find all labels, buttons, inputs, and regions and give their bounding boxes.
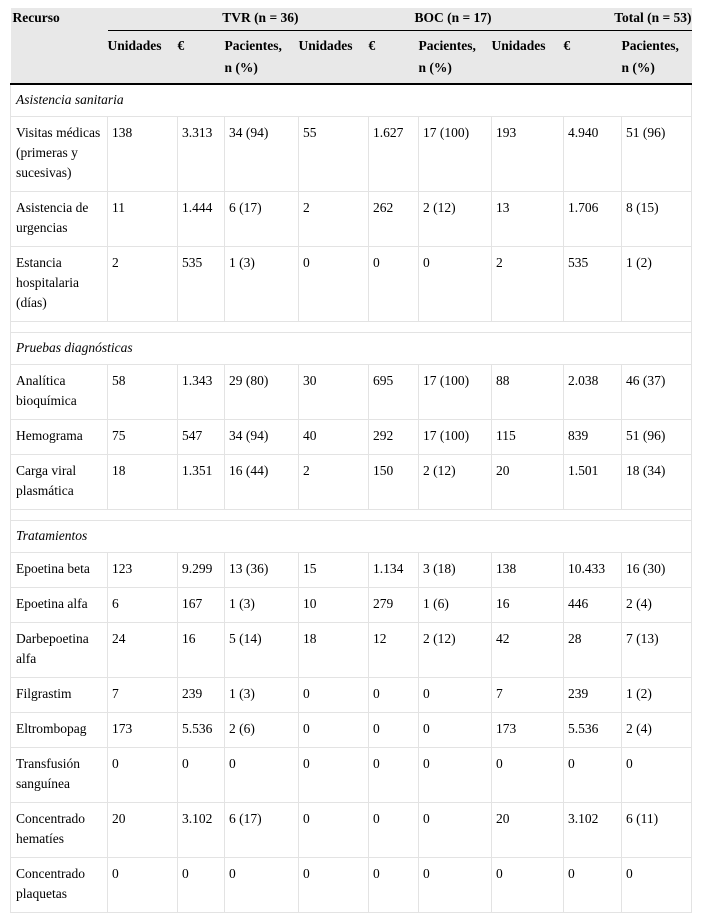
value-cell: 16 (30) [622,553,692,588]
value-cell: 2 [108,247,178,322]
value-cell: 0 [225,748,299,803]
table-row [11,553,692,588]
header-column-row [11,31,692,85]
value-cell: 17 (100) [419,365,492,420]
value-cell: 123 [108,553,178,588]
table-row [11,588,692,623]
header-patients-unit: n (%) [621,60,655,75]
spacer-cell [11,510,692,521]
value-cell: 0 [622,858,692,913]
value-cell: 0 [564,748,622,803]
value-cell: 13 [492,192,564,247]
value-cell: 167 [178,588,225,623]
value-cell: 24 [108,623,178,678]
header-euro-boc: € [369,31,419,85]
value-cell: 2 (6) [225,713,299,748]
value-cell: 1 (3) [225,588,299,623]
value-cell: 2 [299,455,369,510]
value-cell: 51 (96) [622,117,692,192]
value-cell: 138 [492,553,564,588]
table-header [11,8,692,84]
table-row [11,192,692,247]
value-cell: 1.444 [178,192,225,247]
table-row [11,247,692,322]
header-patients-tvr [225,31,299,85]
resource-name: Concentrado plaquetas [11,858,108,913]
table-row [11,713,692,748]
value-cell: 0 [299,858,369,913]
resource-name: Eltrombopag [11,713,108,748]
section-header-row [11,84,692,117]
resource-cost-table-container [10,8,691,913]
value-cell: 1 (2) [622,247,692,322]
header-group-total: Total (n = 53) [492,8,692,31]
value-cell: 5.536 [178,713,225,748]
value-cell: 4.940 [564,117,622,192]
header-patients-label: Pacientes, [418,38,476,53]
header-units-boc: Unidades [299,31,369,85]
value-cell: 20 [492,803,564,858]
value-cell: 0 [419,678,492,713]
value-cell: 0 [108,858,178,913]
value-cell: 138 [108,117,178,192]
value-cell: 17 (100) [419,117,492,192]
value-cell: 15 [299,553,369,588]
value-cell: 42 [492,623,564,678]
value-cell: 1 (2) [622,678,692,713]
value-cell: 75 [108,420,178,455]
value-cell: 0 [299,748,369,803]
resource-name: Epoetina beta [11,553,108,588]
value-cell: 173 [108,713,178,748]
resource-name: Transfusión sanguínea [11,748,108,803]
value-cell: 1 (3) [225,247,299,322]
value-cell: 1 (6) [419,588,492,623]
value-cell: 6 (17) [225,192,299,247]
value-cell: 2 (4) [622,713,692,748]
value-cell: 1.501 [564,455,622,510]
value-cell: 0 [108,748,178,803]
value-cell: 0 [299,247,369,322]
value-cell: 535 [564,247,622,322]
value-cell: 2 [299,192,369,247]
value-cell: 16 [178,623,225,678]
resource-name: Carga viral plasmática [11,455,108,510]
value-cell: 10.433 [564,553,622,588]
value-cell: 0 [492,858,564,913]
resource-name: Estancia hospitalaria (días) [11,247,108,322]
value-cell: 1.706 [564,192,622,247]
value-cell: 40 [299,420,369,455]
value-cell: 12 [369,623,419,678]
value-cell: 7 [492,678,564,713]
section-header-row [11,333,692,365]
value-cell: 3.102 [178,803,225,858]
resource-name: Concentrado hematíes [11,803,108,858]
value-cell: 46 (37) [622,365,692,420]
value-cell: 20 [108,803,178,858]
value-cell: 6 [108,588,178,623]
value-cell: 0 [369,713,419,748]
value-cell: 7 (13) [622,623,692,678]
value-cell: 3.102 [564,803,622,858]
value-cell: 16 (44) [225,455,299,510]
value-cell: 8 (15) [622,192,692,247]
value-cell: 279 [369,588,419,623]
value-cell: 9.299 [178,553,225,588]
table-row [11,365,692,420]
value-cell: 173 [492,713,564,748]
section-title: Pruebas diagnósticas [11,333,692,365]
table-row [11,623,692,678]
resource-name: Hemograma [11,420,108,455]
table-row [11,420,692,455]
header-patients-unit: n (%) [418,60,452,75]
resource-cost-table [10,8,692,913]
value-cell: 18 [299,623,369,678]
resource-name: Darbepoetina alfa [11,623,108,678]
value-cell: 1.627 [369,117,419,192]
value-cell: 17 (100) [419,420,492,455]
value-cell: 0 [622,748,692,803]
header-patients-label: Pacientes, [621,38,679,53]
value-cell: 0 [419,803,492,858]
value-cell: 239 [178,678,225,713]
value-cell: 6 (17) [225,803,299,858]
value-cell: 20 [492,455,564,510]
value-cell: 262 [369,192,419,247]
value-cell: 0 [419,713,492,748]
value-cell: 0 [369,247,419,322]
header-recurso: Recurso [11,8,108,31]
value-cell: 0 [299,713,369,748]
table-row [11,117,692,192]
header-units-tvr: Unidades [108,31,178,85]
value-cell: 0 [564,858,622,913]
value-cell: 0 [369,748,419,803]
value-cell: 10 [299,588,369,623]
value-cell: 16 [492,588,564,623]
value-cell: 2 (12) [419,623,492,678]
value-cell: 0 [419,247,492,322]
value-cell: 18 [108,455,178,510]
value-cell: 1 (3) [225,678,299,713]
value-cell: 13 (36) [225,553,299,588]
value-cell: 18 (34) [622,455,692,510]
value-cell: 193 [492,117,564,192]
table-row [11,748,692,803]
table-body [11,84,692,913]
value-cell: 2.038 [564,365,622,420]
value-cell: 446 [564,588,622,623]
resource-name: Epoetina alfa [11,588,108,623]
spacer-cell [11,322,692,333]
value-cell: 6 (11) [622,803,692,858]
value-cell: 7 [108,678,178,713]
header-group-tvr: TVR (n = 36) [108,8,299,31]
header-group-row [11,8,692,31]
resource-name: Filgrastim [11,678,108,713]
value-cell: 115 [492,420,564,455]
header-patients-unit: n (%) [224,60,258,75]
value-cell: 51 (96) [622,420,692,455]
value-cell: 0 [178,748,225,803]
resource-name: Visitas médicas (primeras y sucesivas) [11,117,108,192]
value-cell: 0 [225,858,299,913]
value-cell: 535 [178,247,225,322]
value-cell: 839 [564,420,622,455]
value-cell: 28 [564,623,622,678]
header-empty-cell [11,31,108,85]
value-cell: 1.343 [178,365,225,420]
header-patients-label: Pacientes, [224,38,282,53]
value-cell: 2 [492,247,564,322]
resource-name: Analítica bioquímica [11,365,108,420]
value-cell: 292 [369,420,419,455]
section-header-row [11,521,692,553]
table-row [11,678,692,713]
value-cell: 150 [369,455,419,510]
section-title: Asistencia sanitaria [11,84,692,117]
header-euro-tvr: € [178,31,225,85]
resource-name: Asistencia de urgencias [11,192,108,247]
value-cell: 30 [299,365,369,420]
value-cell: 1.134 [369,553,419,588]
value-cell: 34 (94) [225,420,299,455]
header-patients-boc [419,31,492,85]
section-spacer [11,510,692,521]
value-cell: 2 (12) [419,192,492,247]
value-cell: 5 (14) [225,623,299,678]
header-euro-total: € [564,31,622,85]
table-row [11,858,692,913]
value-cell: 0 [369,803,419,858]
value-cell: 0 [178,858,225,913]
value-cell: 11 [108,192,178,247]
value-cell: 1.351 [178,455,225,510]
value-cell: 0 [299,803,369,858]
table-row [11,455,692,510]
value-cell: 29 (80) [225,365,299,420]
table-row [11,803,692,858]
section-title: Tratamientos [11,521,692,553]
value-cell: 34 (94) [225,117,299,192]
value-cell: 0 [299,678,369,713]
value-cell: 547 [178,420,225,455]
value-cell: 58 [108,365,178,420]
value-cell: 239 [564,678,622,713]
value-cell: 55 [299,117,369,192]
value-cell: 0 [492,748,564,803]
value-cell: 0 [369,678,419,713]
value-cell: 2 (4) [622,588,692,623]
value-cell: 695 [369,365,419,420]
header-group-boc: BOC (n = 17) [299,8,492,31]
header-patients-total [622,31,692,85]
value-cell: 0 [419,858,492,913]
header-units-total: Unidades [492,31,564,85]
value-cell: 0 [369,858,419,913]
value-cell: 3 (18) [419,553,492,588]
value-cell: 2 (12) [419,455,492,510]
value-cell: 88 [492,365,564,420]
section-spacer [11,322,692,333]
value-cell: 0 [419,748,492,803]
value-cell: 3.313 [178,117,225,192]
value-cell: 5.536 [564,713,622,748]
